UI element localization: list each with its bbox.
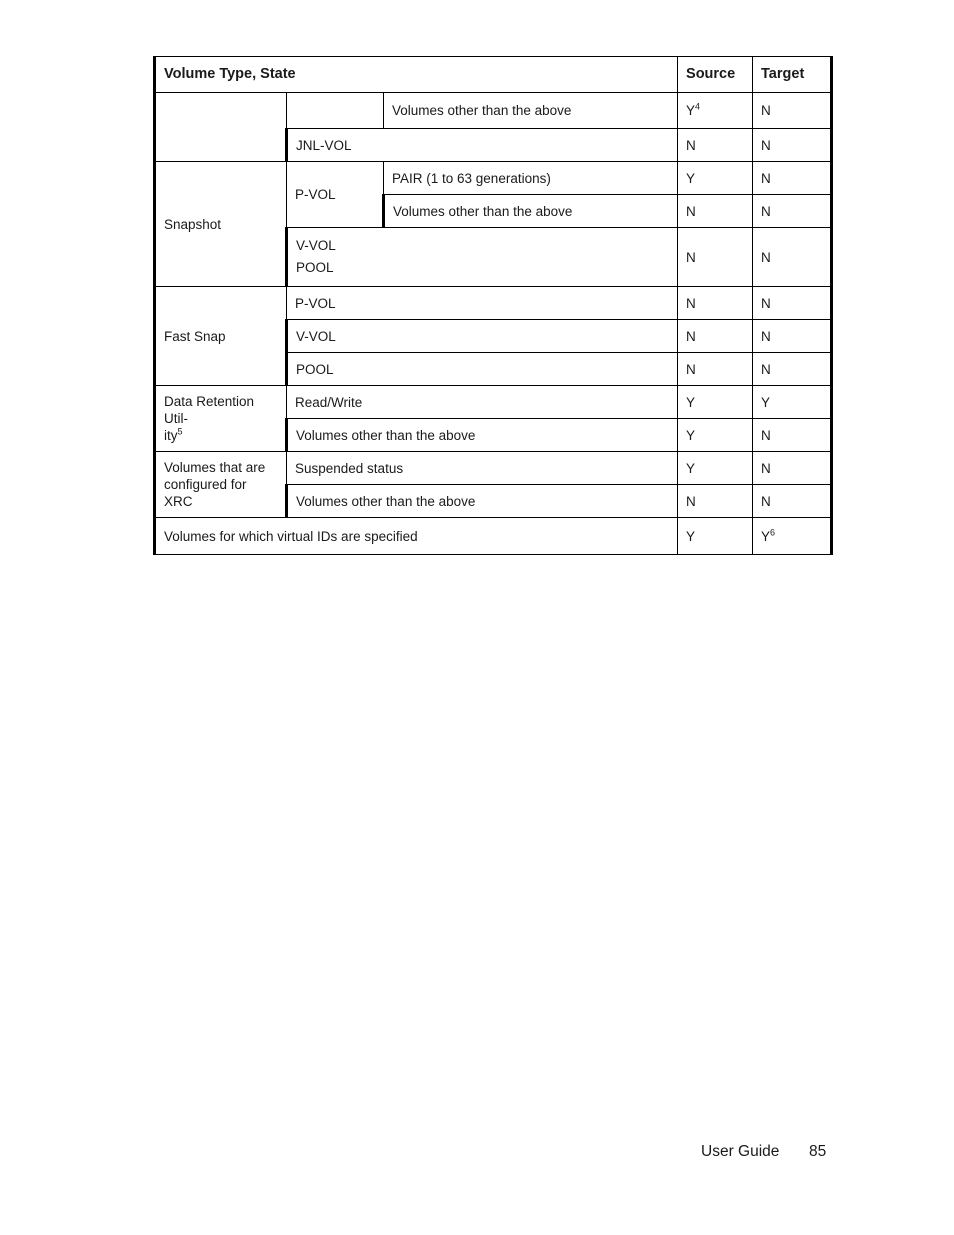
source-cell: N [678,353,753,386]
state-line: V-VOL [296,238,336,253]
table-header-row [155,57,832,93]
state-cell: Volumes other than the above [384,93,678,129]
target-cell: N [753,228,832,287]
table-row [155,518,832,555]
source-cell: Y [678,518,753,555]
table-row [155,162,832,195]
target-cell: N [753,195,832,228]
target-cell: N [753,320,832,353]
target-cell: $Y^6$ [753,518,832,555]
state-cell: P-VOL [287,287,678,320]
footer-label: User Guide [701,1143,780,1160]
header-source: Source [678,57,753,93]
volume-type-table [153,56,833,555]
state-cell: Volumes other than the above [287,419,678,452]
group-fast-snap: Fast Snap [155,287,287,386]
state-line: POOL [296,260,334,275]
state-cell: Volumes other than the above [287,485,678,518]
state-cell: V-VOL [287,320,678,353]
page-number: 85 [809,1143,827,1160]
source-cell: N [678,287,753,320]
source-cell: N [678,129,753,162]
source-cell: N [678,485,753,518]
target-cell: N [753,129,832,162]
state-cell: Volumes other than the above [384,195,678,228]
group-xrc-volumes: Volumes that are configured for XRC [155,452,287,518]
source-cell: Y [678,419,753,452]
target-cell: N [753,419,832,452]
state-cell: PAIR (1 to 63 generations) [384,162,678,195]
table-row [155,287,832,320]
source-cell: N [678,228,753,287]
target-cell: N [753,93,832,129]
source-cell: N [678,320,753,353]
state-cell: Suspended status [287,452,678,485]
state-cell [287,228,678,287]
group-snapshot: Snapshot [155,162,287,287]
header-target: Target [753,57,832,93]
target-cell: Y [753,386,832,419]
source-cell: $Y^4$ [678,93,753,129]
empty-subgroup-cell [287,93,384,129]
target-cell: N [753,353,832,386]
table-row [155,386,832,419]
table-row [155,93,832,129]
source-cell: N [678,195,753,228]
source-cell: Y [678,162,753,195]
group-data-retention-utility: Data Retention Util- ity$^5$ [155,386,287,452]
subgroup-pvol: P-VOL [287,162,384,228]
state-cell: Volumes for which virtual IDs are specified [155,518,678,555]
target-cell: N [753,287,832,320]
header-volume-type: Volume Type, State [155,57,678,93]
source-cell: Y [678,386,753,419]
target-cell: N [753,485,832,518]
state-cell: Read/Write [287,386,678,419]
table-row [155,452,832,485]
target-cell: N [753,162,832,195]
state-cell: POOL [287,353,678,386]
empty-group-cell [155,93,287,162]
state-cell: JNL-VOL [287,129,678,162]
source-cell: Y [678,452,753,485]
target-cell: N [753,452,832,485]
